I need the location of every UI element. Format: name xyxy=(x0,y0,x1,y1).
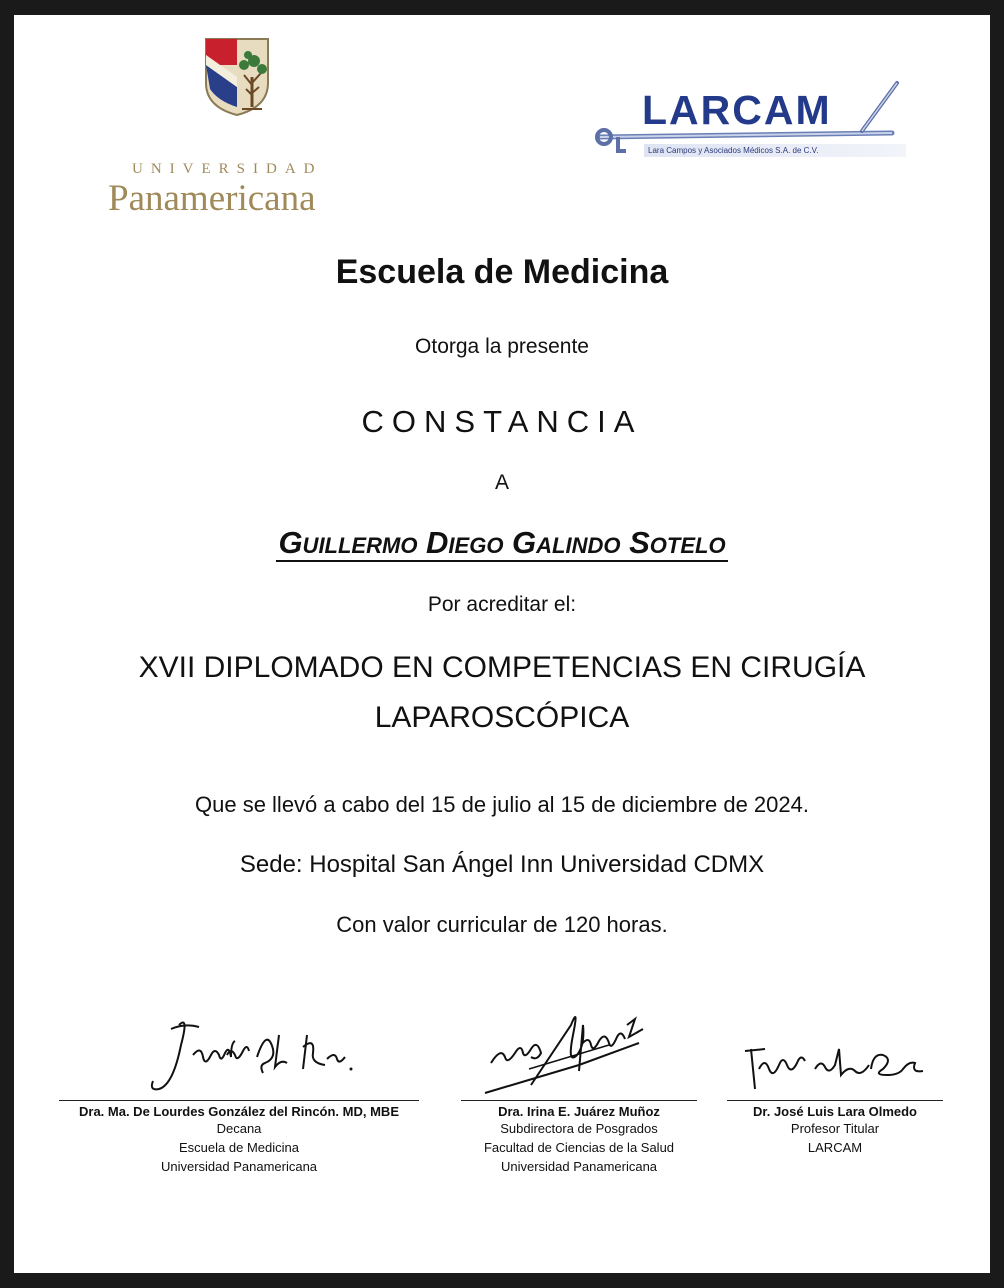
university-name: Panamericana xyxy=(108,178,316,219)
to-label: A xyxy=(494,471,509,494)
signature-block-professor xyxy=(724,985,946,1157)
program-title-line1: XVII DIPLOMADO EN COMPETENCIAS EN CIRUGÍA xyxy=(138,651,866,684)
signer-role: Decana xyxy=(216,1121,262,1136)
signer-institution: Universidad Panamericana xyxy=(500,1159,658,1174)
university-word: UNIVERSIDAD xyxy=(132,161,323,177)
signer-institution: Universidad Panamericana xyxy=(160,1159,318,1174)
larcam-title: LARCAM xyxy=(642,87,832,133)
certificate-sheet xyxy=(14,15,990,1273)
signature-block-subdirector xyxy=(454,985,704,1176)
hours-text: Con valor curricular de 120 horas. xyxy=(336,912,668,937)
handwritten-signature xyxy=(459,985,699,1100)
program-title-line2: LAPAROSCÓPICA xyxy=(374,701,630,734)
signature-line xyxy=(727,1100,943,1101)
signer-role: Profesor Titular xyxy=(790,1121,880,1136)
signature-line xyxy=(59,1100,419,1101)
grants-text: Otorga la presente xyxy=(415,335,589,358)
signer-role: Subdirectora de Posgrados xyxy=(500,1121,658,1136)
school-heading: Escuela de Medicina xyxy=(335,253,669,291)
handwritten-signature xyxy=(725,985,945,1100)
universidad-panamericana-logo xyxy=(104,37,384,219)
venue-text: Sede: Hospital San Ángel Inn Universidad CDMX xyxy=(239,851,765,878)
signer-name: Dra. Irina E. Juárez Muñoz xyxy=(498,1104,660,1119)
larcam-subtitle: Lara Campos y Asociados Médicos S.A. de C.V. xyxy=(644,144,906,157)
signer-name: Dra. Ma. De Lourdes González del Rincón. MD, MBE xyxy=(79,1104,399,1119)
for-label: Por acreditar el: xyxy=(427,593,577,616)
signer-department: Escuela de Medicina xyxy=(179,1140,299,1155)
handwritten-signature xyxy=(89,985,389,1100)
university-shield-icon xyxy=(204,37,270,117)
dates-text: Que se llevó a cabo del 15 de julio al 15 de diciembre de 2024. xyxy=(195,792,809,817)
program-title xyxy=(14,643,990,743)
document-type: CONSTANCIA xyxy=(361,404,643,439)
signer-name: Dr. José Luis Lara Olmedo xyxy=(753,1104,917,1119)
signature-line xyxy=(461,1100,697,1101)
larcam-logo xyxy=(592,77,910,177)
signature-block-dean xyxy=(54,985,424,1176)
signer-department: Facultad de Ciencias de la Salud xyxy=(483,1140,675,1155)
recipient-name-line xyxy=(14,525,990,561)
recipient-name: Guillermo Diego Galindo Sotelo xyxy=(278,525,726,560)
signer-institution: LARCAM xyxy=(807,1140,863,1155)
